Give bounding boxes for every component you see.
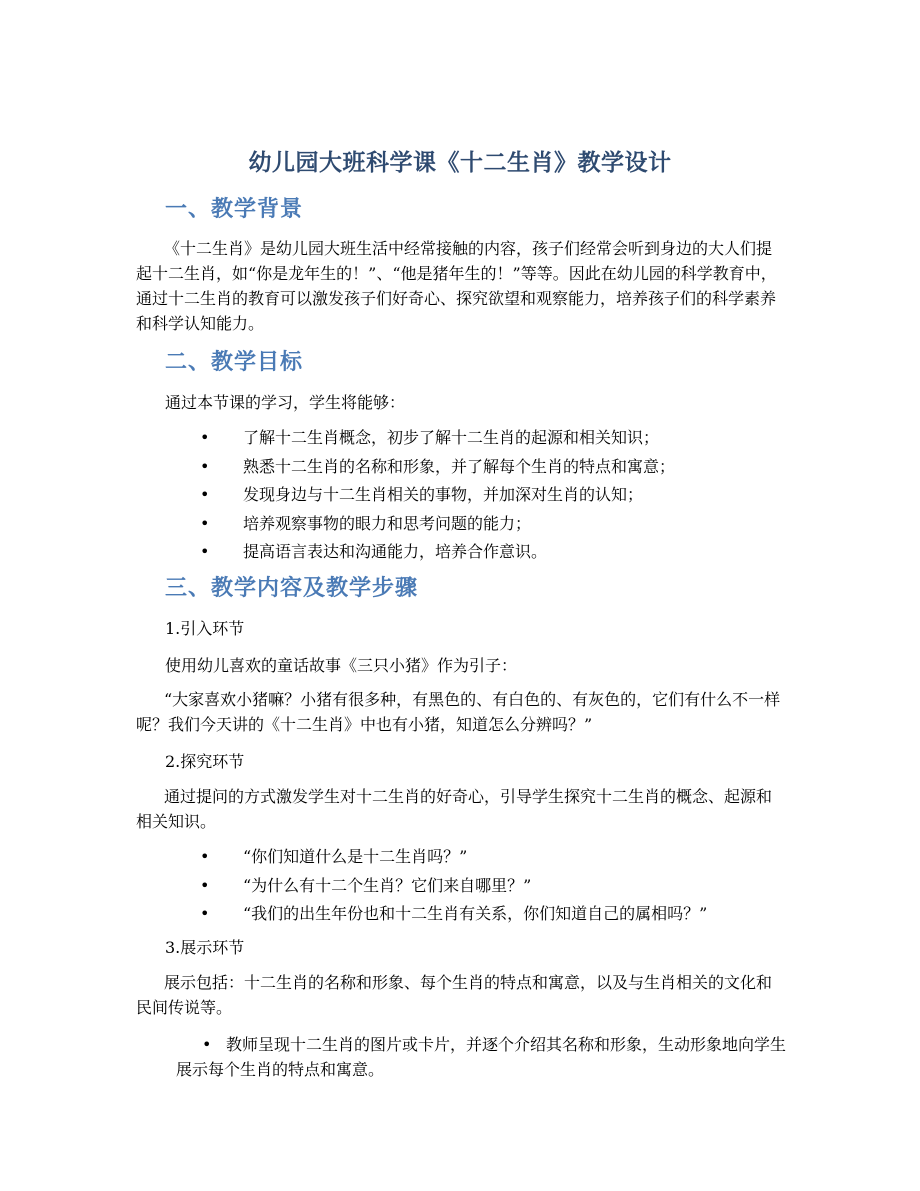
- bullet-icon: •: [202, 1035, 212, 1054]
- step3-label: 3.展示环节: [165, 938, 245, 957]
- step1-quote: “大家喜欢小猪嘛？小猪有很多种，有黑色的、有白色的、有灰色的，它们有什么不一样呢？我们今天讲的《十二生肖》中也有小猪，知道怎么分辨吗？”: [136, 690, 781, 734]
- bullet-icon: •: [200, 542, 210, 561]
- step1-text: 使用幼儿喜欢的童话故事《三只小猪》作为引子：: [165, 656, 518, 675]
- bullet-icon: •: [200, 904, 210, 923]
- step3-text: 展示包括：十二生肖的名称和形象、每个生肖的特点和寓意，以及与生肖相关的文化和民间传说等。: [136, 973, 773, 1017]
- bullet-icon: •: [200, 456, 210, 476]
- background-paragraph: [136, 236, 786, 336]
- list-item: • 熟悉十二生肖的名称和形象，并了解每个生肖的特点和寓意；: [200, 456, 676, 476]
- bullet-icon: •: [200, 875, 210, 895]
- background-text: 《十二生肖》是幼儿园大班生活中经常接触的内容，孩子们经常会听到身边的大人们提起十二生肖，如“你是龙年生的！”、“他是猪年生的！”等等。因此在幼儿园的科学教育中，通过十二生肖的教育可以激发孩子们好奇心、探究欲望和观察能力，培养孩子们的科学素养和科学认知能力。: [136, 239, 777, 333]
- goals-list: [200, 428, 675, 571]
- goals-intro: 通过本节课的学习，学生将能够：: [165, 393, 406, 412]
- bullet-icon: •: [200, 485, 210, 504]
- step2-question-list: [200, 847, 707, 933]
- step1-label: 1.引入环节: [165, 619, 245, 638]
- bullet-icon: •: [200, 428, 210, 447]
- step2-text: 通过提问的方式激发学生对十二生肖的好奇心，引导学生探究十二生肖的概念、起源和相关知识。: [136, 787, 773, 831]
- bullet-icon: •: [200, 513, 210, 533]
- section-heading-background: 一、教学背景: [165, 197, 304, 222]
- list-item: • 提高语言表达和沟通能力，培养合作意识。: [200, 542, 548, 561]
- step3-item: • 教师呈现十二生肖的图片或卡片，并逐个介绍其名称和形象，生动形象地向学生展示每个生肖的特点和寓意。: [176, 1032, 791, 1082]
- list-item: • 培养观察事物的眼力和思考问题的能力；: [200, 513, 532, 533]
- document-title: 幼儿园大班科学课《十二生肖》教学设计: [248, 150, 672, 176]
- list-item: • “我们的出生年份也和十二生肖有关系，你们知道自己的属相吗？”: [200, 904, 708, 923]
- bullet-icon: •: [200, 847, 210, 866]
- step2-label: 2.探究环节: [165, 752, 245, 771]
- list-item: • 了解十二生肖概念，初步了解十二生肖的起源和相关知识；: [200, 428, 660, 447]
- list-item: • “你们知道什么是十二生肖吗？”: [200, 847, 468, 866]
- list-item: • “为什么有十二个生肖？它们来自哪里？”: [200, 875, 532, 895]
- section-heading-goals: 二、教学目标: [165, 350, 304, 375]
- list-item: • 发现身边与十二生肖相关的事物，并加深对生肖的认知；: [200, 485, 644, 504]
- section-heading-content: 三、教学内容及教学步骤: [165, 576, 419, 601]
